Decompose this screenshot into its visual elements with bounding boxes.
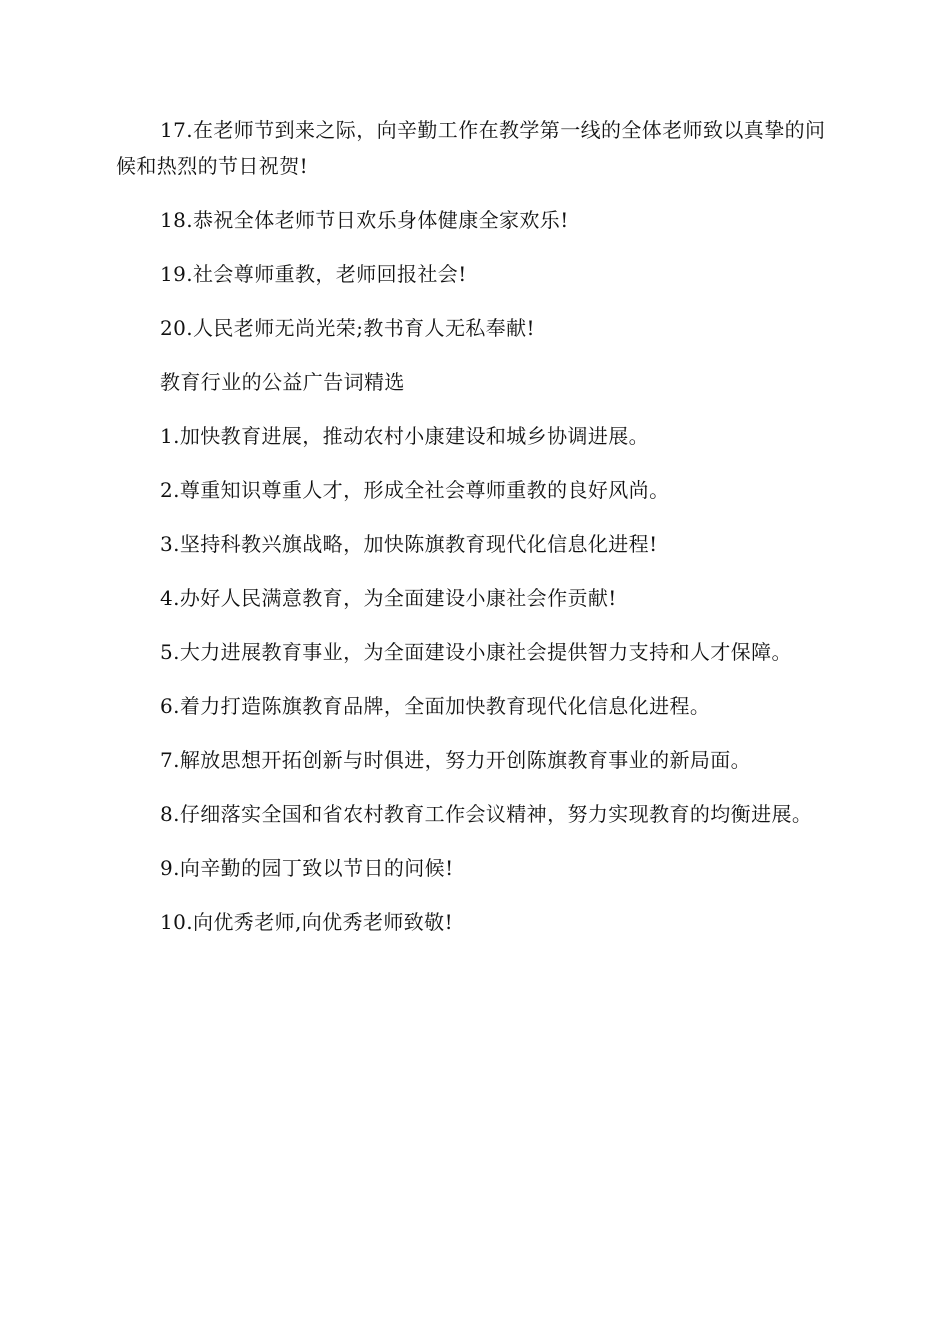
document-body [116, 112, 836, 958]
list-item-1: 1.加快教育进展，推动农村小康建设和城乡协调进展。 [160, 424, 650, 448]
paragraph-20: 20.人民老师无尚光荣;教书育人无私奉献! [160, 316, 535, 340]
section-heading: 教育行业的公益广告词精选 [160, 370, 405, 394]
paragraph-18: 18.恭祝全体老师节日欢乐身体健康全家欢乐! [160, 208, 569, 232]
list-item-8: 8.仔细落实全国和省农村教育工作会议精神，努力实现教育的均衡进展。 [160, 802, 813, 826]
list-item-9: 9.向辛勤的园丁致以节日的问候! [160, 856, 454, 880]
list-item-6: 6.着力打造陈旗教育品牌，全面加快教育现代化信息化进程。 [160, 694, 711, 718]
list-item-3: 3.坚持科教兴旗战略，加快陈旗教育现代化信息化进程! [160, 532, 658, 556]
list-item-10: 10.向优秀老师,向优秀老师致敬! [160, 910, 454, 934]
list-item-7: 7.解放思想开拓创新与时俱进，努力开创陈旗教育事业的新局面。 [160, 748, 752, 772]
list-item-5: 5.大力进展教育事业，为全面建设小康社会提供智力支持和人才保障。 [160, 640, 792, 664]
list-item-4: 4.办好人民满意教育，为全面建设小康社会作贡献! [160, 586, 617, 610]
list-item-2: 2.尊重知识尊重人才，形成全社会尊师重教的良好风尚。 [160, 478, 670, 502]
paragraph-17: 17.在老师节到来之际，向辛勤工作在教学第一线的全体老师致以真挚的问候和热烈的节日祝贺! [116, 118, 826, 178]
paragraph-19: 19.社会尊师重教，老师回报社会! [160, 262, 467, 286]
